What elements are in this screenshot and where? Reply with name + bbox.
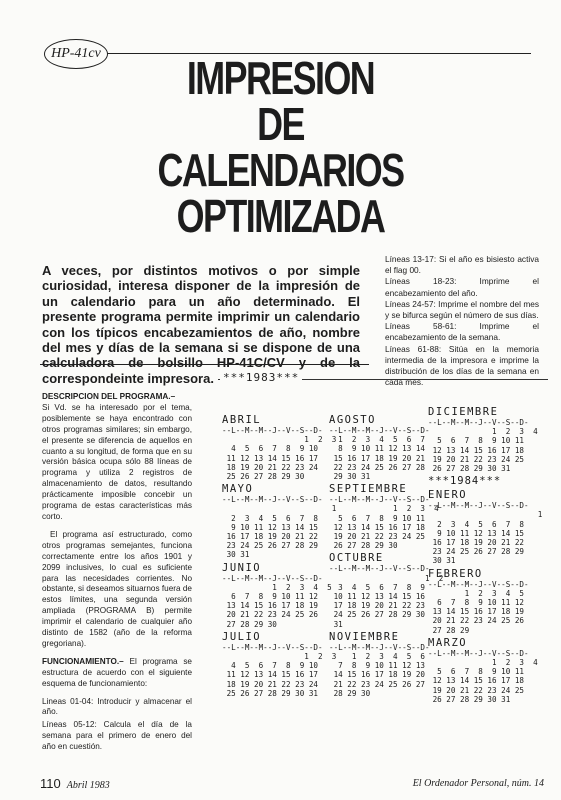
calendar-week-row: 5 6 7 8 9 10 11 (428, 667, 525, 677)
calendar-week-row: 12 13 14 15 16 17 18 (428, 676, 525, 686)
calendar-week-row: 20 21 22 23 24 25 26 (428, 616, 525, 626)
calendar-month-name: SEPTIEMBRE (329, 483, 408, 496)
calendar-week-row: 29 30 31 (329, 472, 371, 482)
calendar-column-1 (222, 412, 336, 698)
calendar-week-row: 30 31 (428, 556, 456, 566)
calendar-week-row: --L--M--M--J--V--S--D- (222, 642, 323, 652)
calendar-week-row: 1 2 3 4 5 6 (329, 652, 426, 662)
calendar-week-row: 11 12 13 14 15 16 17 (222, 670, 319, 680)
calendar-week-row: 6 7 8 9 10 11 12 (428, 598, 525, 608)
calendar-month-name: DICIEMBRE (428, 406, 499, 418)
calendar-week-row: 4 5 6 7 8 9 10 (222, 444, 319, 454)
calendar-week-row: 19 20 21 22 23 24 25 (428, 685, 525, 695)
calendar-week-row: 26 27 28 29 30 (329, 541, 398, 551)
calendar-week-row: 1 (222, 504, 337, 514)
calendar-week-row: --L--M--M--J--V--S--D- (329, 564, 430, 574)
calendar-week-row: 1 2 3 4 (428, 658, 538, 668)
calendar-week-row: --L--M--M--J--V--S--D- (329, 495, 430, 505)
calendar-week-row: 19 20 21 22 23 24 25 (329, 532, 426, 542)
page-number: 110 (40, 776, 61, 791)
sidebar-note: Líneas 58-61: Imprime el encabezamiento de la semana. (385, 321, 539, 343)
calendar-month-name: MAYO (222, 483, 254, 496)
calendar-week-row: 28 29 30 (329, 688, 371, 698)
calendar-week-row: 1 2 3 4 5 (222, 582, 332, 592)
calendar-month-name: AGOSTO (329, 414, 376, 426)
body-paragraph: Líneas 05-12: Calcula el día de la semana para el primero de enero del año en cuestión. (42, 720, 192, 752)
calendar-week-row: 12 13 14 15 16 17 18 (329, 522, 426, 532)
calendar-week-row: 20 21 22 23 24 25 26 (222, 610, 319, 620)
calendar-week-row: 17 18 19 20 21 22 23 (329, 601, 426, 611)
calendar-week-row: 10 11 12 13 14 15 16 (329, 592, 426, 602)
calendar-week-row: 26 27 28 29 30 31 (428, 464, 511, 474)
sidebar-note: Líneas 24-57: Imprime el nombre del mes y se bifurca según el número de sus días. (385, 298, 539, 321)
calendar-week-row: 2 3 4 5 6 7 8 (222, 513, 319, 523)
calendar-week-row: 16 17 18 19 20 21 22 (222, 532, 319, 542)
body-paragraph: Lineas 01-04: Introducir y almacenar el año. (42, 696, 192, 717)
lead-paragraph: A veces, por distintos motivos o por simple curiosidad, interesa disponer de la impresión de un calendario para un año determinado. El presente programa permite imprimir un calendario con los típicos encabezamientos de año, nombre del mes y días de la semana si se dispone de una calculadora de bolsillo HP-41C/CV y de la correspondeinte impresora. (42, 263, 360, 386)
calendar-week-row: 13 14 15 16 17 18 19 (428, 607, 525, 617)
calendar-week-row: --L--M--M--J--V--S--D- (222, 426, 323, 435)
calendar-week-row: 4 5 6 7 8 9 10 (222, 661, 319, 671)
sidebar-note: Líneas 61-88: Sitúa en la memoria intermedia de la impresora e imprime la distribución de los días de la semana en cada mes. (385, 343, 539, 388)
calendar-week-row: 8 9 10 11 12 13 14 (329, 444, 426, 454)
calendar-month-name: OCTUBRE (329, 552, 384, 565)
body-section-1 (42, 392, 192, 523)
calendar-week-row: 2 3 4 5 6 7 8 (428, 519, 525, 529)
title-line: CALENDARIOS (157, 144, 404, 196)
calendar-week-row: 1 2 3 4 5 6 7 (329, 435, 426, 445)
lead-rule (40, 364, 369, 365)
calendar-month-name: JUNIO (222, 561, 262, 574)
article-title (62, 52, 500, 242)
calendar-week-row: 1 2 3 (222, 652, 337, 662)
sidebar-note: Líneas 13-17: Si el año es bisiesto activa el flag 00. (385, 254, 539, 276)
calendar-week-row: --L--M--M--J--V--S--D- (428, 579, 529, 589)
footer-left (40, 776, 110, 791)
calendar-week-row: --L--M--M--J--V--S--D- (428, 418, 529, 427)
calendar-month-name: ***1984*** (428, 475, 502, 488)
calendar-week-row: 26 27 28 29 30 31 (428, 694, 511, 704)
calendar-week-row: --L--M--M--J--V--S--D- (222, 573, 323, 583)
calendar-week-row: 27 28 29 30 (222, 619, 277, 629)
calendar-week-row: 22 23 24 25 26 27 28 (329, 462, 426, 472)
calendar-week-row: 13 14 15 16 17 18 19 (222, 601, 319, 611)
calendar-week-row: --L--M--M--J--V--S--D- (222, 495, 323, 505)
calendar-week-row: 5 6 7 8 9 10 11 (329, 513, 426, 523)
calendar-week-row: 18 19 20 21 22 23 24 (222, 679, 319, 689)
calendar-week-row: 21 22 23 24 25 26 27 (329, 679, 426, 689)
calendar-week-row: 24 25 26 27 28 29 30 (329, 610, 426, 620)
calendar-week-row: 9 10 11 12 13 14 15 (222, 522, 319, 532)
calendar-week-row: --L--M--M--J--V--S--D- (428, 501, 529, 511)
issue-date: Abril 1983 (66, 780, 110, 791)
calendar-week-row: 5 6 7 8 9 10 11 (428, 436, 525, 446)
calendar-week-row: 27 28 29 (428, 625, 470, 635)
title-line: DE (257, 98, 304, 150)
calendar-week-row: 1 2 3 (222, 435, 337, 445)
calendar-week-row: 19 20 21 22 23 24 25 (428, 454, 525, 464)
calendar-week-row: 9 10 11 12 13 14 15 (428, 528, 525, 538)
calendar-month-name: ENERO (428, 489, 468, 502)
calendar-month-name: MARZO (428, 636, 468, 649)
title-line: IMPRESION (186, 52, 375, 104)
calendar-week-row: 25 26 27 28 29 30 31 (222, 688, 319, 698)
calendar-week-row: --L--M--M--J--V--S--D- (428, 648, 529, 658)
calendar-week-row: 16 17 18 19 20 21 22 (428, 538, 525, 548)
calendar-week-row: 14 15 16 17 18 19 20 (329, 670, 426, 680)
calendar-week-row: 1 2 3 4 (428, 427, 538, 437)
calendar-week-row: 12 13 14 15 16 17 18 (428, 445, 525, 455)
calendar-week-row: 6 7 8 9 10 11 12 (222, 592, 319, 602)
calendar-week-row: 31 (329, 619, 343, 629)
section-heading: DESCRIPCION DEL PROGRAMA.– (42, 392, 176, 401)
calendar-week-row: 18 19 20 21 22 23 24 (222, 462, 319, 472)
calendar-week-row: 1 2 3 4 5 (428, 588, 525, 598)
calendar-week-row: 30 31 (222, 550, 250, 560)
calendar-month-name: NOVIEMBRE (329, 630, 400, 643)
calendar-week-row: 15 16 17 18 19 20 21 (329, 453, 426, 463)
calendar-week-row: 1 2 (329, 573, 444, 583)
calendar-week-row: --L--M--M--J--V--S--D- (329, 426, 430, 435)
journal-name: El Ordenador Personal, núm. 14 (412, 778, 544, 789)
body-paragraph: El programa así estructurado, como otros programas semejantes, funciona correctamente entre los años 1901 y 2099 inclusives, lo cual es suficiente para las necesidades corrientes. No obstante, si deseamos situarnos fuera de estos límites, una segunda versión ampliada (PROGRAMA B) permite imprimir el calendario de cualquier año distinto de 1582 (año de la reforma gregoriana). (42, 529, 192, 648)
calendar-week-row: 1 (428, 510, 543, 520)
body-text (42, 392, 192, 760)
section-badge: HP-41cv (44, 39, 108, 69)
sidebar-note: Líneas 18-23: Imprime el encabezamiento del año. (385, 276, 539, 298)
sidebar-notes (385, 254, 539, 388)
calendar-week-row: 11 12 13 14 15 16 17 (222, 453, 319, 463)
calendar-week-row: 25 26 27 28 29 30 (222, 472, 305, 482)
title-line: OPTIMIZADA (176, 190, 385, 242)
calendar-week-row: 7 8 9 10 11 12 13 (329, 661, 426, 671)
body-paragraph: El programa se estructura de acuerdo con el siguiente esquema de funcionamiento: (42, 656, 192, 688)
body-paragraph: Si Vd. se ha interesado por el tema, posiblemente se haya encontrado con otros programas similares; sin embargo, el presente se diferencia de aquellos en cuanto a su longitud, de forma que en su versión básica ocupa sólo 88 líneas de programa y utiliza 2 registros de almacenamiento de datos, resultando prácticamente imposible concebir un programa de estas características más corto. (42, 402, 192, 521)
calendar-month-name: ABRIL (222, 414, 262, 426)
body-section-2 (42, 657, 192, 690)
calendar-column-3 (428, 404, 542, 704)
calendar-week-row: 23 24 25 26 27 28 29 (222, 541, 319, 551)
calendar-week-row: --L--M--M--J--V--S--D- (329, 642, 430, 652)
calendar-week-row: 23 24 25 26 27 28 29 (428, 547, 525, 557)
calendar-month-name: JULIO (222, 630, 262, 643)
calendar-year-header: ***1983*** (220, 371, 302, 384)
calendar-column-2 (329, 412, 443, 698)
section-heading: FUNCIONAMIENTO.– (42, 656, 124, 666)
calendar-week-row: 3 4 5 6 7 8 9 (329, 582, 426, 592)
calendar-month-name: FEBRERO (428, 567, 483, 580)
calendar-week-row: 1 2 3 4 (329, 504, 439, 514)
